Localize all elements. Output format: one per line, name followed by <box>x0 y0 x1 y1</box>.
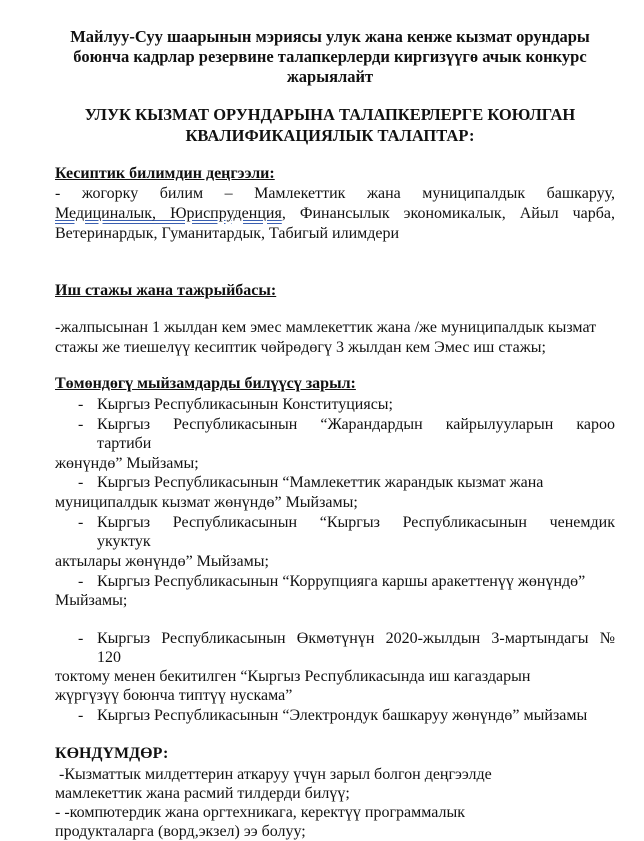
skills-line-3: - -компютердик жана оргтехникага, керектүү программалык <box>55 804 466 821</box>
law-item-2-continuation: жөнүндө” Мыйзамы; <box>55 455 199 472</box>
skills-heading: КӨНДҮМДӨР: <box>55 745 169 762</box>
education-line-1: - жогорку билим – Мамлекеттик жана муниципалдык башкаруу, <box>55 185 615 202</box>
education-specialties-grammar-marked: Медициналык, Юриспруденция <box>55 205 282 222</box>
law-item-6-continuation-1: токтому менен бекитилген “Кыргыз Республикасында иш кагаздарын <box>55 668 531 685</box>
skills-line-4: продукталарга (ворд,экзел) ээ болуу; <box>55 823 306 840</box>
education-line-3: Ветеринардык, Гуманитардык, Табигый илимдери <box>55 225 400 242</box>
law-item-6-line-2: 120 <box>97 649 121 666</box>
list-bullet: - <box>78 474 84 491</box>
experience-heading: Иш стажы жана тажрыйбасы: <box>55 282 277 299</box>
list-bullet: - <box>78 396 84 413</box>
law-item-6-line-1: Кыргыз Республикасынын Өкмөтүнүн 2020-жылдын 3-мартындагы № <box>97 630 615 647</box>
law-item-2-line-1: Кыргыз Республикасынын “Жарандардын кайрылууларын карoo <box>97 416 615 433</box>
list-bullet: - <box>78 630 84 647</box>
law-item-5-continuation: Мыйзамы; <box>55 592 128 609</box>
education-line-2 <box>55 204 615 223</box>
law-item-5-line-1: Кыргыз Республикасынын “Коррупцияга каршы аракеттенүү жөнүндө” <box>97 573 586 590</box>
experience-line-2: стажы же тиешелүү кесиптик чөйрөдөгү 3 жылдан кем Эмес иш стажы; <box>55 339 546 356</box>
experience-line-1: -жалпысынан 1 жылдан кем эмес мамлекеттик жана /же муниципалдык кызмат <box>55 319 597 336</box>
list-bullet: - <box>78 707 84 724</box>
law-item-6-continuation-2: жүргүзүү боюнча типтүү нускама” <box>55 687 293 704</box>
law-item-7: Кыргыз Республикасынын “Электрондук башкаруу жөнүндө” мыйзамы <box>97 707 588 724</box>
list-bullet: - <box>78 573 84 590</box>
law-item-3-continuation: муниципалдык кызмат жөнүндө” Мыйзамы; <box>55 494 358 511</box>
education-heading: Кесиптик билимдин деңгээли: <box>55 165 275 182</box>
law-item-4-line-1: Кыргыз Республикасынын “Кыргыз Республикасынын ченемдик <box>97 514 615 531</box>
skills-line-2: мамлекеттик жана расмий тилдерди билүү; <box>55 785 350 802</box>
law-item-3-line-1: Кыргыз Республикасынын “Мамлекеттик жарандык кызмат жана <box>97 474 544 491</box>
document-title: Майлуу-Суу шаарынын мэриясы улук жана кенже кызмат орундары боюнча кадрлар резервине талапкерлерди киргизүүгө ачык конкурс жарыялайт <box>70 27 590 86</box>
list-bullet: - <box>78 416 84 433</box>
law-item-4-line-2: укуктук <box>97 533 151 550</box>
skills-line-1: -Кызматтык милдеттерин аткаруу үчүн зарыл болгон деңгээлде <box>55 766 492 783</box>
document-subtitle: УЛУК КЫЗМАТ ОРУНДАРЫНА ТАЛАПКЕРЛЕРГЕ КОЮЛГАН КВАЛИФИКАЦИЯЛЫК ТАЛАПТАР: <box>84 105 576 145</box>
law-item-4-continuation: актылары жөнүндө” Мыйзамы; <box>55 553 269 570</box>
laws-heading: Төмөндөгү мыйзамдарды билүүсү зарыл: <box>55 375 356 392</box>
list-bullet: - <box>78 514 84 531</box>
law-item-2-line-2: тартиби <box>97 435 152 452</box>
education-specialties-rest: , Финансылык экономикалык, Айыл чарба, <box>281 205 615 222</box>
law-item-1: Кыргыз Республикасынын Конституциясы; <box>97 396 393 413</box>
